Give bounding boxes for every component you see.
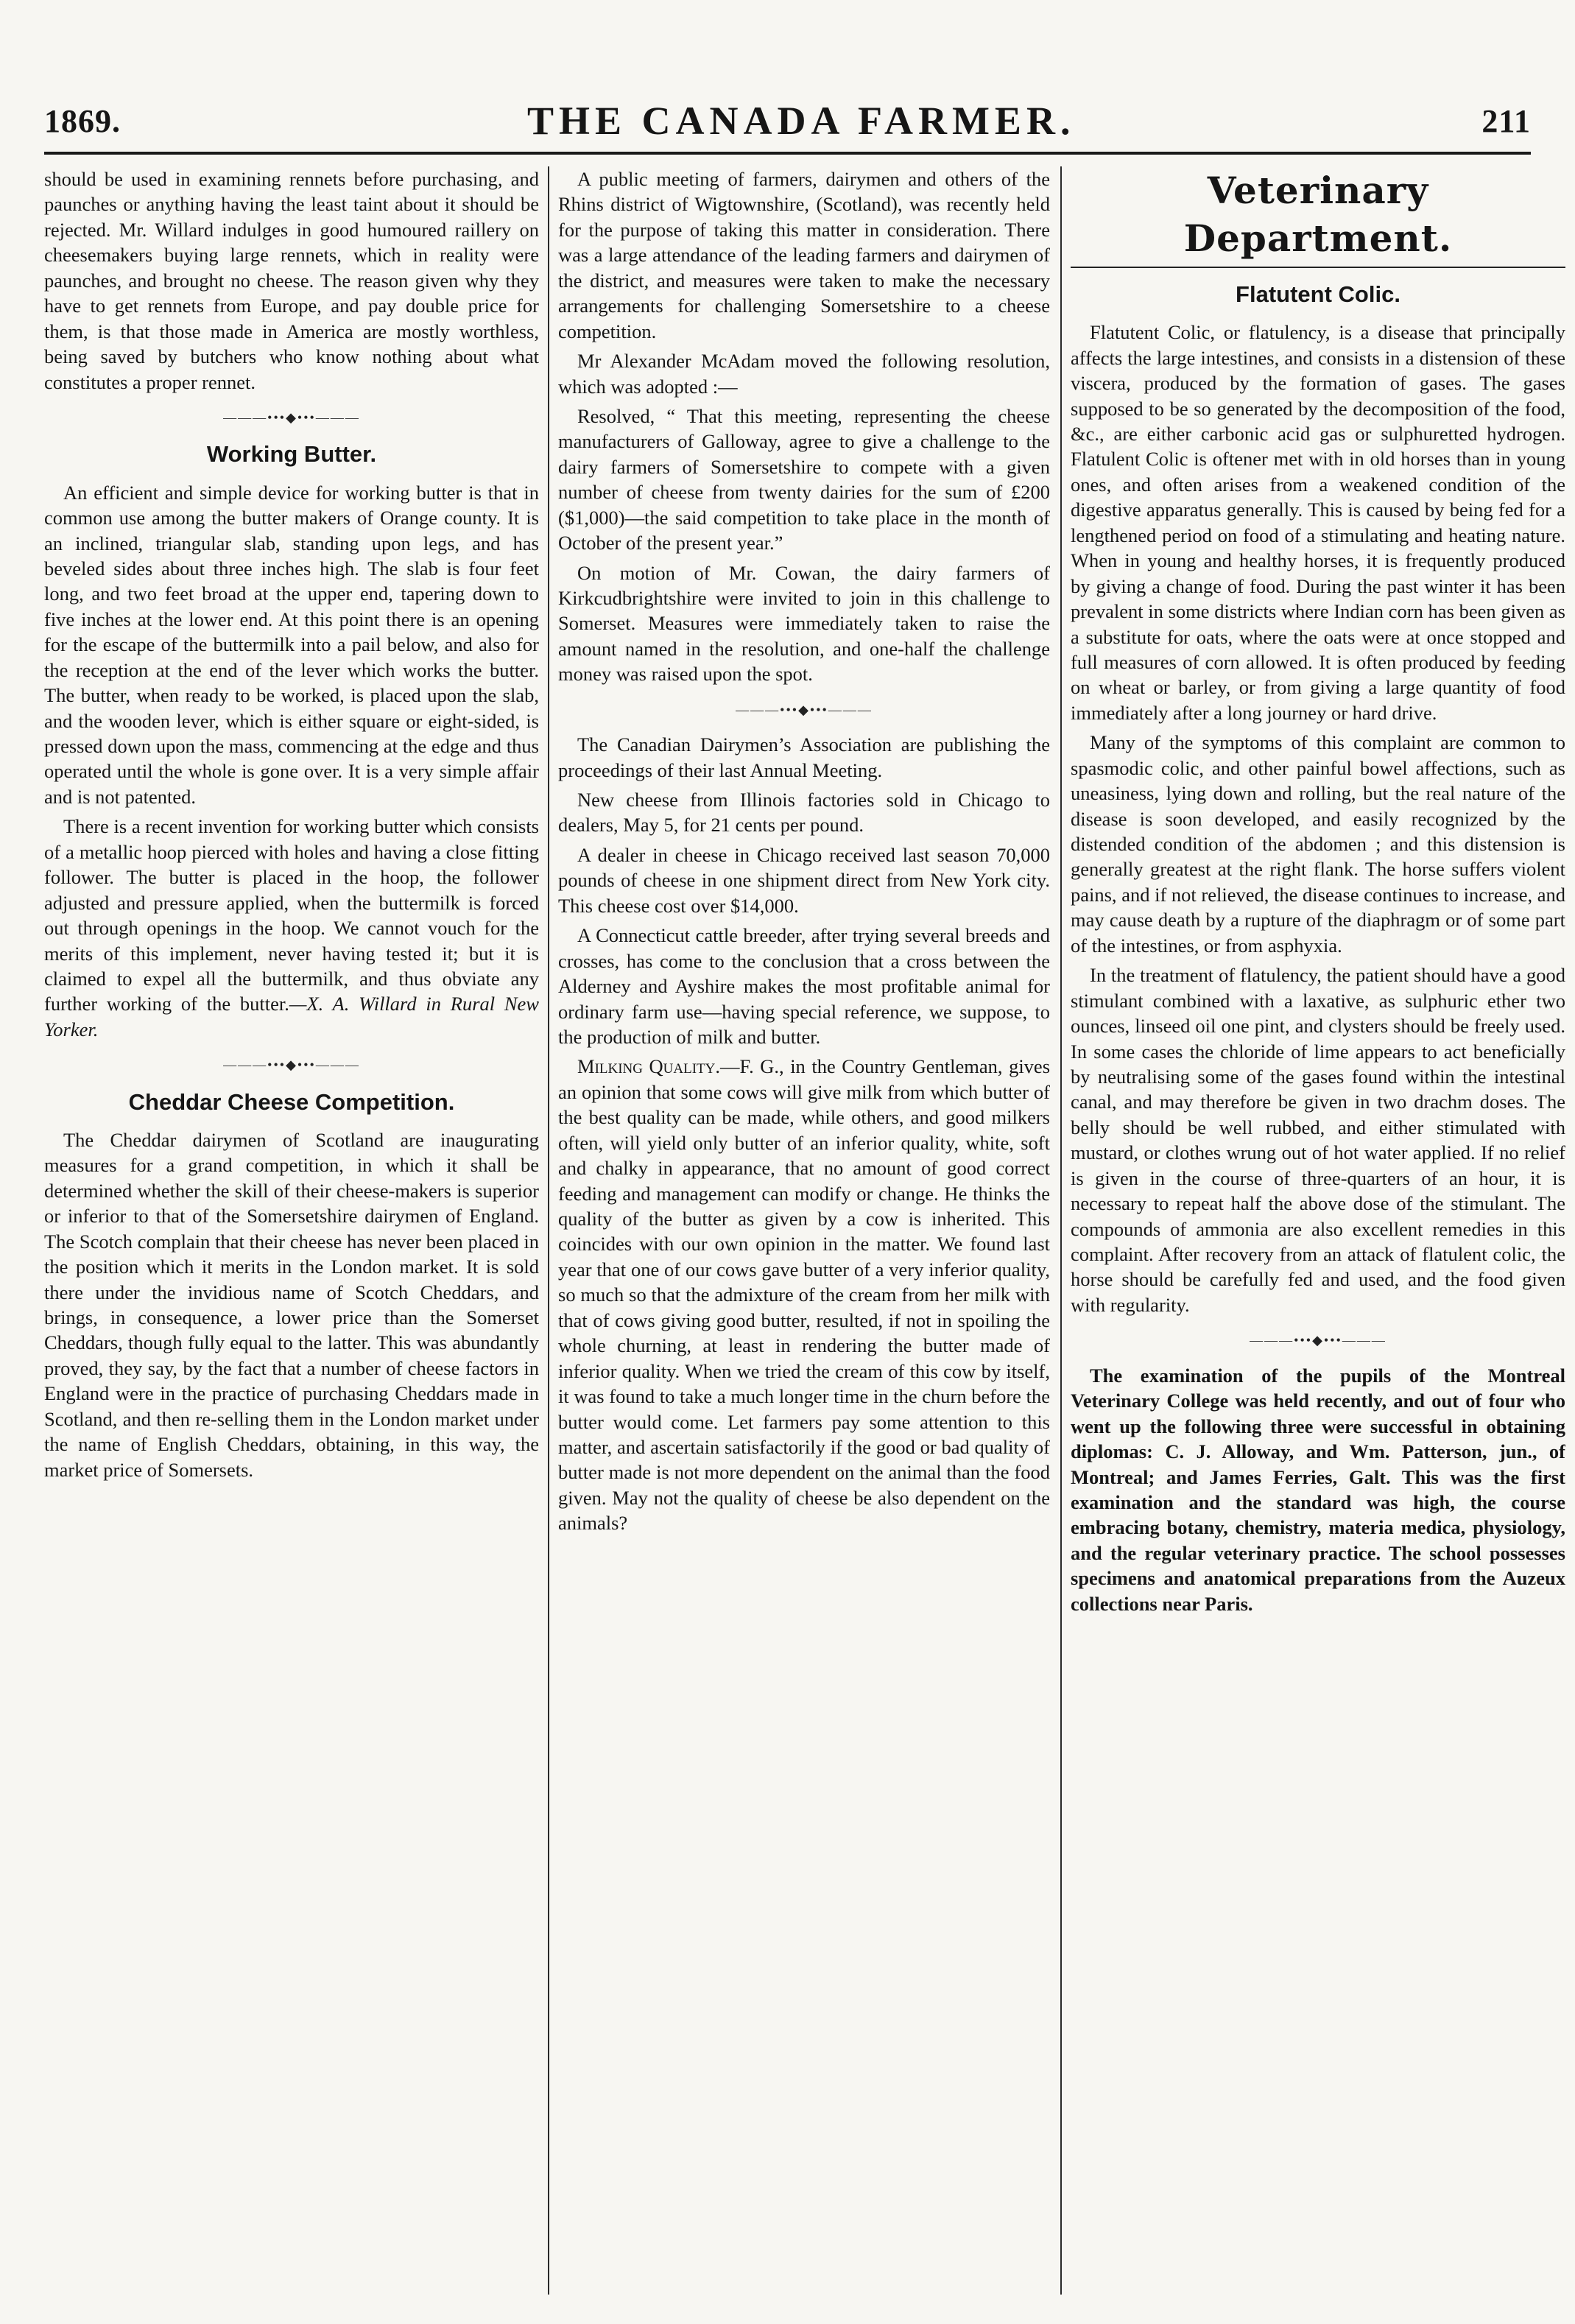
article-paragraph: The Cheddar dairymen of Scotland are inaugurating measures for a grand competition, in which it shall be determined whether the skill of their cheese-makers is superior or inferior to that of the Somersetshire dairymen of England. The Scotch complain that their cheese has never been placed in the position which it merits in the London market. It is sold there under the invidious name of Scotch Cheddars, and brings, in consequence, a lower price than the Somerset Cheddars, though fully equal to the latter. This was abundantly proved, they say, by the fact that a number of cheese factors in England were in the practice of purchasing Cheddars made in Scotland, and then re-selling them in the London market under the name of English Cheddars, obtaining, in this way, the market price of Somersets.	[44, 1128, 539, 1481]
department-title: Veterinary Department.	[1183, 169, 1453, 260]
section-separator: ———•••◆•••———	[1250, 1333, 1387, 1348]
article-paragraph: Resolved, “ That this meeting, representing the cheese manufacturers of Galloway, agree to give a challenge to the dairy farmers of Somersetshire to compete with a given number of cheese from twenty dairies for the sum of £200 ($1,000)—the said competition to take place in the month of October of the present year.”	[558, 404, 1050, 554]
article-paragraph: The Canadian Dairymen’s Association are publishing the proceedings of their last Annual Meeting.	[558, 733, 1050, 781]
article-paragraph	[558, 1054, 1050, 1535]
article-paragraph: should be used in examining rennets before purchasing, and paunches or anything having the least taint about it should be rejected. Mr. Willard indulges in good humoured raillery on cheesemakers buying large rennets, which in reality were paunches, and brought no cheese. The reason given why they have to get rennets from Europe, and pay double price for them, is that those made in America are mostly worthless, being saved by butchers who know nothing about what constitutes a proper rennet.	[44, 168, 539, 393]
column-2	[558, 166, 1050, 2295]
newspaper-title: THE CANADA FARMER.	[526, 99, 1076, 143]
section-separator: ———•••◆•••———	[736, 702, 873, 717]
article-paragraph: Many of the symptoms of this complaint are common to spasmodic colic, and other painful bowel affections, such as uneasiness, lying down and rolling, but the real nature of the disease is soon developed, and easily recognized by the distended condition of the abdomen ; and this distension is generally greatest at the right flank. The horse suffers violent pains, and if not relieved, the disease continues to increase, and may cause death by a rupture of the diaphragm or of some part of the intestines, or from asphyxia.	[1071, 731, 1565, 957]
article-paragraph: On motion of Mr. Cowan, the dairy farmers of Kirkcudbrightshire were invited to join in this challenge to Somerset. Measures were immediately taken to raise the amount named in the resolution, and one-half the challenge money was raised upon the spot.	[558, 561, 1050, 686]
article-paragraph: Mr Alexander McAdam moved the following resolution, which was adopted :—	[558, 350, 1050, 398]
section-separator: ———•••◆•••———	[223, 1057, 360, 1073]
article-paragraph: A public meeting of farmers, dairymen and others of the Rhins district of Wigtownshire, (Scotland), was recently held for the purpose of taking this matter in consideration. There was a large attendance of the leading farmers and dairymen of the district, and measures were taken to make the necessary arrangements for challenging Somersetshire to a cheese competition.	[558, 168, 1050, 342]
paragraph-text: —F. G., in the Country Gentleman, gives an opinion that some cows will give milk from which butter of the best quality can be made, while others, and good milkers often, will yield only butter of an inferior quality, white, soft and chalky in appearance, that no amount of good correct feeding and management can modify or change. He thinks the quality of the butter as given by a cow is inherited. This coincides with our own opinion in the matter. We found last year that one of our cows gave butter of a very inferior quality, so much so that the admixture of the cream from her milk with that of cows giving good butter, resulted, if not in spoiling the whole churning, at least in rendering the butter made of inferior quality. When we tried the cream of this cow by itself, it was found to take a much longer time in the churn before the butter would come. Let farmers pay some attention to this matter, and ascertain satisfactorily if the good or bad quality of butter made is not more dependent on the animal than the food given. May not the quality of cheese be also dependent on the animals?	[558, 1055, 1050, 1535]
column-1	[44, 166, 539, 2295]
article-paragraph: New cheese from Illinois factories sold in Chicago to dealers, May 5, for 21 cents per pound.	[558, 789, 1050, 837]
paragraph-lead: Milking Quality.	[577, 1055, 720, 1078]
article-heading: Cheddar Cheese Competition.	[128, 1088, 455, 1115]
article-paragraph: The examination of the pupils of the Montreal Veterinary College was held recently, and out of four who went up the following three were successful in obtaining diplomas: C. J. Alloway, and Wm. Patterson, jun., of Montreal; and James Ferries, Galt. This was the first examination and the standard was high, the course embracing botany, chemistry, materia medica, physiology, and the regular veterinary practice. The school possesses specimens and anatomical preparations from the Auzeux collections near Paris.	[1071, 1364, 1565, 1615]
article-paragraph: A dealer in cheese in Chicago received last season 70,000 pounds of cheese in one shipment direct from New York city. This cheese cost over $14,000.	[558, 843, 1050, 917]
article-paragraph: Flatutent Colic, or flatulency, is a disease that principally affects the large intestines, and consists in a distension of these viscera, produced by the formation of gases. The gases supposed to be so generated by the decomposition of the food, &c., are either carbonic acid gas or sulphuretted hydrogen. Flatulent Colic is oftener met with in old horses than in young ones, and often arises from a weakened condition of the digestive apparatus generally. This is caused by being fed for a lengthened period on food of a stimulating and heating nature. When in young and healthy horses, it is frequently produced by giving a change of food. During the past winter it has been prevalent in some districts where Indian corn has been given as a substitute for oats, where the oats were at once stopped and full measures of corn allowed. It is often produced by feeding on wheat or barley, or from giving a large quantity of food immediately after a long journey or hard drive.	[1071, 321, 1565, 724]
issue-year: 1869.	[44, 102, 121, 139]
article-paragraph	[44, 814, 539, 1042]
article-paragraph: An efficient and simple device for working butter is that in common use among the butter makers of Orange county. It is an inclined, triangular slab, standing upon legs, and has beveled sides about three inches high. The slab is four feet long, and two feet broad at the upper end, tapering down to five inches at the lower end. At this point there is an opening for the escape of the buttermilk into a pail below, and also for the reception at the end of the lever which works the butter. The butter, when ready to be worked, is placed upon the slab, and the wooden lever, which is either square or eight-sided, is pressed down upon the mass, commencing at the edge and thus operated until the whole is gone over. It is a very simple affair and is not patented.	[44, 481, 539, 808]
article-heading: Working Butter.	[206, 441, 377, 468]
department-rule	[1071, 267, 1565, 268]
column-divider	[548, 166, 549, 2295]
column-divider	[1060, 166, 1062, 2295]
article-heading: Flatutent Colic.	[1236, 281, 1400, 307]
article-paragraph: A Connecticut cattle breeder, after trying several breeds and crosses, has come to the conclusion that a cross between the Alderney and Ayshire makes the most profitable animal for ordinary farm use—having special reference, we suppose, to the production of milk and butter.	[558, 924, 1050, 1048]
paragraph-text: There is a recent invention for working butter which consists of a metallic hoop pierced with holes and having a close fitting follower. The butter is placed in the hoop, the follower adjusted and pressure applied, when the buttermilk is forced out through openings in the hoop. We cannot vouch for the merits of this implement, never having tested it; but it is claimed to expel all the buttermilk, and thus obviate any further working of the butter.	[44, 815, 539, 1015]
notice-block	[1071, 1363, 1565, 1616]
column-3	[1071, 166, 1565, 2295]
article-paragraph: In the treatment of flatulency, the patient should have a good stimulant combined with a laxative, as sulphuric ether two ounces, linseed oil one pint, and clysters should be freely used. In some cases the chloride of lime appears to act beneficially by neutralising some of the gases found within the intestinal canal, and may therefore be given in two drachm doses. The belly should be well rubbed, and either stimulated with mustard, or clothes wrung out of hot water applied. If no relief is given in the course of three-quarters of an hour, it is necessary to repeat half the above dose of the stimulant. The compounds of ammonia are also excellent remedies in this complaint. After recovery from an attack of flatulent colic, the horse should be carefully fed and used, and the food given with regularity.	[1071, 964, 1565, 1316]
masthead	[44, 90, 1531, 155]
article-signature: —X. A. Willard in Rural New Yorker.	[44, 993, 539, 1040]
section-separator: ———•••◆•••———	[223, 409, 360, 425]
page-number: 211	[1481, 102, 1531, 139]
